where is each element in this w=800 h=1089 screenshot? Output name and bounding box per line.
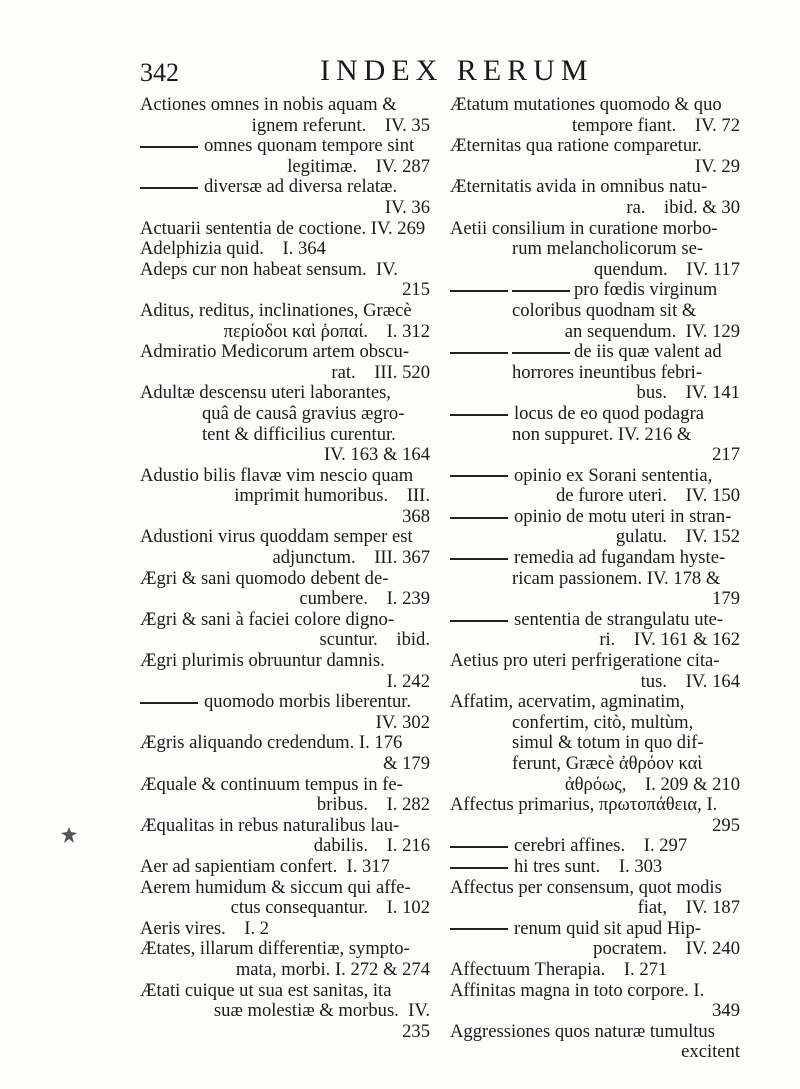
index-entry: opinio ex Sorani sententia, <box>514 465 713 486</box>
ditto-dash <box>450 290 508 292</box>
index-entry: Æqualitas in rebus naturalibus lau- <box>140 815 400 836</box>
running-title: INDEX RERUM <box>320 54 594 87</box>
index-entry: hi tres sunt. I. 303 <box>514 856 663 877</box>
index-entry: ri. IV. 161 & 162 <box>599 630 740 651</box>
ditto-dash <box>512 352 570 354</box>
index-entry: Ætatum mutationes quomodo & quo <box>450 95 722 115</box>
index-entry: Æquale & continuum tempus in fe- <box>140 774 403 795</box>
index-entry: ignem referunt. IV. 35 <box>251 115 430 136</box>
index-entry: 349 <box>712 1001 740 1022</box>
index-entry: 368 <box>402 506 430 527</box>
index-entry: quâ de causâ gravius ægro- <box>202 403 405 424</box>
index-entry: Ægri & sani quomodo debent de- <box>140 568 389 589</box>
index-entry: Aer ad sapientiam confert. I. 317 <box>140 856 390 877</box>
left-column <box>140 95 430 1042</box>
ditto-dash <box>140 702 198 704</box>
index-entry: IV. 302 <box>375 712 430 733</box>
index-entry: Æternitas qua ratione comparetur. <box>450 136 702 157</box>
index-entry: Adultæ descensu uteri laborantes, <box>140 383 391 404</box>
index-entry: Affectus primarius, πρωτοπάθεια, I. <box>450 795 718 816</box>
index-entry: 235 <box>402 1021 430 1042</box>
ditto-dash <box>450 928 508 930</box>
index-entry: Ætates, illarum differentiæ, sympto- <box>140 939 410 960</box>
index-entry: Aeris vires. I. 2 <box>140 918 270 939</box>
index-entry: an sequendum. IV. 129 <box>564 321 740 342</box>
index-entry: I. 242 <box>386 671 430 692</box>
index-entry: gulatu. IV. 152 <box>615 527 740 548</box>
index-entry: Adelphizia quid. I. 364 <box>140 239 326 260</box>
index-entry: sententia de strangulatu ute- <box>514 609 724 630</box>
index-entry: de iis quæ valent ad <box>574 342 722 363</box>
index-entry: pocratem. IV. 240 <box>593 939 740 960</box>
index-entry: Admiratio Medicorum artem obscu- <box>140 342 410 363</box>
index-entry: renum quid sit apud Hip- <box>514 918 701 939</box>
index-entry: Actuarii sententia de coctione. IV. 269 <box>140 218 426 239</box>
index-entry: remedia ad fugandam hyste- <box>514 548 726 569</box>
index-entry: cerebri affines. I. 297 <box>514 836 688 857</box>
index-entry: Adustioni virus quoddam semper est <box>140 527 413 548</box>
index-entry: Aditus, reditus, inclinationes, Græcè <box>140 300 412 321</box>
index-entry: Adustio bilis flavæ vim nescio quam <box>140 465 414 486</box>
index-entry: tus. IV. 164 <box>640 671 740 692</box>
index-entry: Aggressiones quos naturæ tumultus <box>450 1021 715 1042</box>
ditto-dash <box>450 558 508 560</box>
index-entry: ferunt, Græcè ἀθρόον καὶ <box>512 754 703 774</box>
index-entry: ctus consequantur. I. 102 <box>230 898 430 919</box>
ditto-dash <box>450 414 508 416</box>
index-entry: ἀθρόως, I. 209 & 210 <box>564 774 740 795</box>
index-entry: locus de eo quod podagra <box>514 403 705 424</box>
index-entry: περίοδοι καὶ ῥοπαί. I. 312 <box>223 321 430 342</box>
ditto-dash <box>512 290 570 292</box>
ditto-dash <box>140 187 198 189</box>
index-entry: confertim, citò, multùm, <box>512 712 694 733</box>
index-entry: 179 <box>712 589 740 610</box>
index-entry: suæ molestiæ & morbus. IV. <box>213 1001 430 1022</box>
index-entry: Æternitatis avida in omnibus natu- <box>450 177 708 198</box>
index-entry: Affectuum Therapia. I. 271 <box>450 959 668 980</box>
index-entry: rat. III. 520 <box>331 362 430 383</box>
index-entry: cumbere. I. 239 <box>299 589 430 610</box>
index-entry: tent & difficilius curentur. <box>202 424 396 445</box>
index-entry: dabilis. I. 216 <box>313 836 430 857</box>
index-entry: ra. ibid. & 30 <box>626 197 740 218</box>
index-entry: Adeps cur non habeat sensum. IV. <box>140 259 398 280</box>
index-entry: ricam passionem. IV. 178 & <box>512 568 721 589</box>
index-entry: bus. IV. 141 <box>636 383 740 404</box>
index-entry: tempore fiant. IV. 72 <box>572 115 740 136</box>
ditto-dash <box>140 146 198 148</box>
index-entry: non suppuret. IV. 216 & <box>512 424 692 445</box>
index-entry: Aetii consilium in curatione morbo- <box>450 218 718 239</box>
index-entry: quomodo morbis liberentur. <box>204 692 412 713</box>
index-entry: Ægri & sani à faciei colore digno- <box>140 609 395 630</box>
index-entry: Aetius pro uteri perfrigeratione cita- <box>450 651 720 672</box>
index-entry: simul & totum in quo dif- <box>512 733 704 754</box>
index-entry: IV. 163 & 164 <box>323 445 430 466</box>
margin-ink-blot-icon <box>60 826 78 844</box>
index-entry: Ægri plurimis obruuntur damnis. <box>140 651 385 672</box>
index-entry: quendum. IV. 117 <box>593 259 740 280</box>
index-entry: horrores ineuntibus febri- <box>512 362 703 383</box>
index-entry: mata, morbi. I. 272 & 274 <box>235 959 430 980</box>
index-entry: Ætati cuique ut sua est sanitas, ita <box>140 980 392 1001</box>
index-entry: bribus. I. 282 <box>316 795 430 816</box>
index-entry: imprimit humoribus. III. <box>234 486 430 507</box>
ditto-dash <box>450 475 508 477</box>
right-column <box>450 95 740 1063</box>
index-entry: diversæ ad diversa relatæ. <box>204 177 398 198</box>
page-header <box>140 52 740 92</box>
index-entry: Ægris aliquando credendum. I. 176 <box>140 733 403 754</box>
ditto-dash <box>450 846 508 848</box>
index-entry: scuntur. ibid. <box>319 630 430 651</box>
index-entry: excitent <box>681 1042 740 1063</box>
ditto-dash <box>450 352 508 354</box>
ditto-dash <box>450 620 508 622</box>
index-entry: de furore uteri. IV. 150 <box>556 486 740 507</box>
index-entry: fiat, IV. 187 <box>637 898 740 919</box>
index-entry: 295 <box>712 815 740 836</box>
index-entry: & 179 <box>382 754 430 774</box>
ditto-dash <box>450 517 508 519</box>
index-entry: opinio de motu uteri in stran- <box>514 506 732 527</box>
page-number: 342 <box>140 58 179 87</box>
index-entry: IV. 29 <box>694 156 740 177</box>
index-entry: coloribus quodnam sit & <box>512 300 697 321</box>
index-entry: Actiones omnes in nobis aquam & <box>140 95 397 115</box>
index-entry: Affectus per consensum, quot modis <box>450 877 722 898</box>
index-entry: legitimæ. IV. 287 <box>287 156 430 177</box>
ditto-dash <box>450 867 508 869</box>
index-entry: adjunctum. III. 367 <box>272 548 430 569</box>
index-entry: pro fœdis virginum <box>574 280 718 301</box>
index-entry: IV. 36 <box>384 197 430 218</box>
index-entry: Affinitas magna in toto corpore. I. <box>450 980 705 1001</box>
index-entry: rum melancholicorum se- <box>512 239 704 260</box>
index-entry: 215 <box>402 280 430 301</box>
index-entry: 217 <box>712 445 740 466</box>
index-entry: Aerem humidum & siccum qui affe- <box>140 877 411 898</box>
index-entry: Affatim, acervatim, agminatim, <box>450 692 685 713</box>
index-entry: omnes quonam tempore sint <box>204 136 415 157</box>
